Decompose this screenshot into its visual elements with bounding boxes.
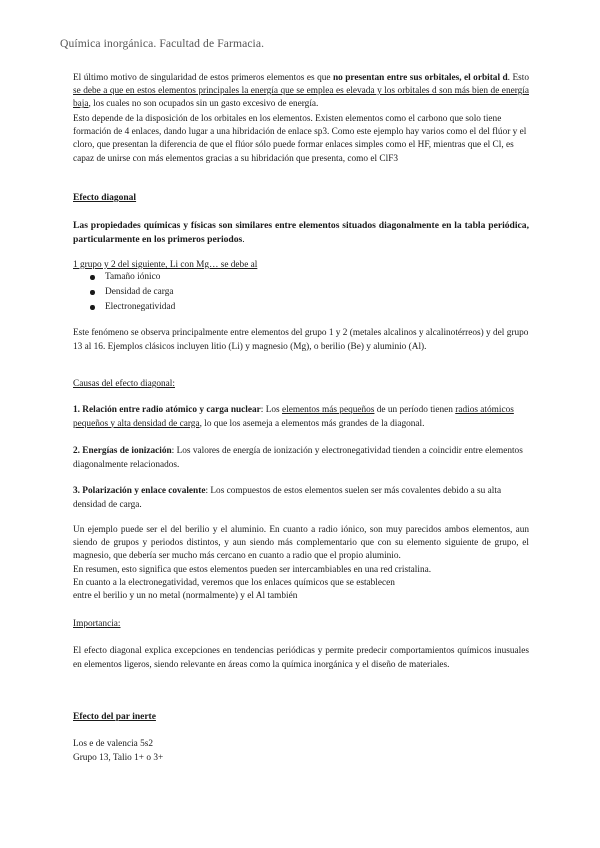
- cause-2-title: 2. Energías de ionización: [73, 446, 172, 456]
- cause-3-text: : Los compuestos de estos elementos suelen ser más covalentes debido a su alta densidad de carga.: [73, 486, 502, 510]
- intro-text-c: . Esto: [507, 73, 529, 83]
- cause-1-title: 1. Relación entre radio atómico y carga nuclear: [73, 405, 261, 415]
- bullet-item: Densidad de carga: [73, 285, 529, 300]
- section-heading-importance: Importancia:: [73, 619, 121, 629]
- example-paragraph-be-al: Un ejemplo puede ser el del berilio y el aluminio. En cuanto a radio iónico, son muy parecidos ambos elementos, aun siendo de grupos y periodos distintos, y aun siendo más complementario que con su elemento siguiente de grupo, el magnesio, que debería ser mucho más cercano en cuanto a radio que el propio aluminio.: [73, 525, 529, 562]
- cause-1-underline-small-elements: elementos más pequeños: [281, 405, 375, 415]
- intro-underlined-energy: se debe a que en estos elementos principales la energía que se emplea es elevada y los orbitales d son más bien de energía baja: [73, 86, 529, 110]
- page-header: Química inorgánica. Facultad de Farmacia.: [60, 37, 265, 50]
- bullet-item: Electronegatividad: [73, 300, 529, 315]
- intro-text-a: El último motivo de singularidad de estos primeros elementos es que: [73, 73, 333, 83]
- example-line-be-al-bonds: entre el berilio y un no metal (normalmente) y el Al también: [73, 591, 298, 601]
- cause-2-paragraph: [73, 445, 529, 472]
- cause-3-paragraph: [73, 485, 529, 512]
- intro-bold-orbital-d: no presentan entre sus orbitales, el orbital d: [332, 73, 508, 83]
- importance-paragraph: El efecto diagonal explica excepciones en tendencias periódicas y permite predecir comportamientos químicos inusuales en elementos ligeros, siendo relevante en áreas como la química inorgánica y el diseño de materiales.: [73, 646, 529, 670]
- intro-text-e: , los cuales no son ocupados sin un gasto excesivo de energía.: [88, 99, 319, 110]
- intro-paragraph-hybridization: Esto depende de la disposición de los orbitales en los elementos. Existen elementos como el carbono que solo tiene formación de 4 enlaces, dando lugar a una hibridación de enlace sp3. Como este ejemplo hay varios como el del flúor y el cloro, que presentan la diferencia de que el flúor sólo puede formar enlaces simples como el HF, mientras que el Cl, es capaz de unirse con más elementos gracias a su hibridación que presenta, como el ClF3: [73, 114, 527, 164]
- diagonal-lead-text: Las propiedades químicas y físicas son similares entre elementos situados diagonalmente en la tabla periódica, particularmente en los primeros periodos: [73, 220, 529, 245]
- diagonal-lead-period: .: [242, 234, 245, 245]
- cause-1-text-e: , lo que los asemeja a elementos más grandes de la diagonal.: [199, 418, 425, 429]
- example-line-electronegativity: En cuanto a la electronegatividad, veremos que los enlaces químicos que se establecen: [73, 578, 395, 588]
- bullet-item: Tamaño iónico: [73, 270, 529, 285]
- diagonal-group-line: 1 grupo y 2 del siguiente, Li con Mg… se debe al: [73, 260, 258, 270]
- inert-pair-line-thallium: Grupo 13, Talio 1+ o 3+: [73, 753, 164, 763]
- cause-1-text-a: : Los: [260, 405, 282, 415]
- diagonal-paragraph-examples: Este fenómeno se observa principalmente entre elementos del grupo 1 y 2 (metales alcalinos y alcalinotérreos) y del grupo 13 al 16. Ejemplos clásicos incluyen litio (Li) y magnesio (Mg), o berilio (Be) y aluminio (Al).: [73, 328, 529, 352]
- cause-1-underline-radii: radios atómicos pequeños y alta densidad de carga: [73, 405, 514, 429]
- cause-2-text: : Los valores de energía de ionización y electronegatividad tienden a coincidir entre elementos diagonalmente relacionados.: [73, 446, 523, 470]
- cause-1-paragraph: [73, 404, 529, 431]
- diagonal-bullet-list: [73, 270, 529, 315]
- intro-paragraph-orbital-d: [73, 72, 529, 112]
- example-line-summary: En resumen, esto significa que estos elementos pueden ser intercambiables en una red cristalina.: [73, 565, 432, 575]
- cause-3-title: 3. Polarización y enlace covalente: [73, 486, 206, 496]
- diagonal-lead-statement: [73, 219, 529, 247]
- section-heading-diagonal: Efecto diagonal: [73, 193, 137, 203]
- inert-pair-line-valence: Los e de valencia 5s2: [73, 739, 154, 749]
- section-heading-inert-pair: Efecto del par inerte: [73, 712, 156, 722]
- cause-1-text-c: de un período tienen: [374, 405, 456, 415]
- section-heading-causes: Causas del efecto diagonal:: [73, 379, 175, 389]
